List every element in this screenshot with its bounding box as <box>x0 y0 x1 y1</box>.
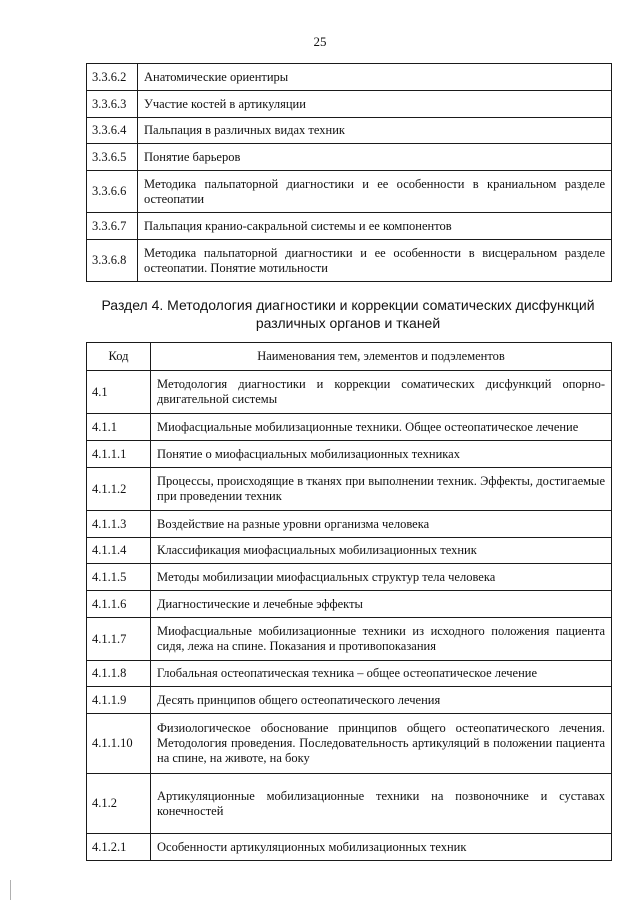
row-topic: Процессы, происходящие в тканях при выполнении техник. Эффекты, достигаемые при проведении техник <box>151 468 612 511</box>
table-row <box>87 714 612 774</box>
row-code: 4.1 <box>87 371 151 414</box>
row-code: 4.1.1.8 <box>87 661 151 687</box>
row-code: 4.1.1.3 <box>87 511 151 538</box>
table-row <box>87 414 612 441</box>
table-row <box>87 240 612 282</box>
row-code: 4.1.2.1 <box>87 834 151 861</box>
row-code: 4.1.1.9 <box>87 687 151 714</box>
row-topic: Физиологическое обоснование принципов общего остеопатического лечения. Методология проведения. Последовательность артикуляций в положении пациента на спине, на животе, на боку <box>151 714 612 774</box>
table-row <box>87 618 612 661</box>
row-topic: Участие костей в артикуляции <box>138 91 612 118</box>
table-row <box>87 511 612 538</box>
section-4-table-body <box>87 371 612 861</box>
row-topic: Понятие о миофасциальных мобилизационных техниках <box>151 441 612 468</box>
table-row <box>87 834 612 861</box>
table-row <box>87 144 612 171</box>
table-row <box>87 538 612 564</box>
row-topic: Миофасциальные мобилизационные техники из исходного положения пациента сидя, лежа на спине. Показания и противопоказания <box>151 618 612 661</box>
table-row <box>87 687 612 714</box>
table-row <box>87 564 612 591</box>
row-code: 3.3.6.7 <box>87 213 138 240</box>
row-topic: Пальпация в различных видах техник <box>138 118 612 144</box>
row-topic: Методика пальпаторной диагностики и ее особенности в висцеральном разделе остеопатии. Понятие мотильности <box>138 240 612 282</box>
row-code: 4.1.1.6 <box>87 591 151 618</box>
table-row <box>87 118 612 144</box>
section-4-topics-table <box>86 342 612 861</box>
table-row <box>87 171 612 213</box>
table-row <box>87 213 612 240</box>
row-code: 3.3.6.3 <box>87 91 138 118</box>
row-topic: Методы мобилизации миофасциальных структур тела человека <box>151 564 612 591</box>
row-topic: Десять принципов общего остеопатического лечения <box>151 687 612 714</box>
code-column-header: Код <box>87 343 151 371</box>
row-code: 4.1.2 <box>87 774 151 834</box>
row-topic: Артикуляционные мобилизационные техники на позвоночнике и суставах конечностей <box>151 774 612 834</box>
row-topic: Пальпация кранио-сакральной системы и ее компонентов <box>138 213 612 240</box>
row-code: 4.1.1.5 <box>87 564 151 591</box>
table-row <box>87 371 612 414</box>
table-row <box>87 468 612 511</box>
page-number: 25 <box>313 34 327 49</box>
table-row <box>87 774 612 834</box>
section-heading: Раздел 4. Методология диагностики и коррекции соматических дисфункций различных органов и тканей <box>101 297 595 331</box>
row-topic: Классификация миофасциальных мобилизационных техник <box>151 538 612 564</box>
table-row <box>87 591 612 618</box>
row-code: 3.3.6.5 <box>87 144 138 171</box>
table-row <box>87 64 612 91</box>
row-topic: Диагностические и лечебные эффекты <box>151 591 612 618</box>
topic-column-header: Наименования тем, элементов и подэлементов <box>151 343 612 371</box>
row-topic: Понятие барьеров <box>138 144 612 171</box>
row-code: 3.3.6.4 <box>87 118 138 144</box>
row-code: 3.3.6.2 <box>87 64 138 91</box>
row-topic: Миофасциальные мобилизационные техники. Общее остеопатическое лечение <box>151 414 612 441</box>
scan-edge-mark <box>10 880 11 900</box>
table-header <box>87 343 612 371</box>
row-topic: Методика пальпаторной диагностики и ее особенности в краниальном разделе остеопатии <box>138 171 612 213</box>
topics-table-body <box>87 64 612 282</box>
row-code: 4.1.1.7 <box>87 618 151 661</box>
row-topic: Методология диагностики и коррекции соматических дисфункций опорно-двигательной системы <box>151 371 612 414</box>
topics-table-continued <box>86 63 612 282</box>
row-code: 4.1.1.1 <box>87 441 151 468</box>
row-topic: Анатомические ориентиры <box>138 64 612 91</box>
row-topic: Глобальная остеопатическая техника – общее остеопатическое лечение <box>151 661 612 687</box>
row-code: 4.1.1.2 <box>87 468 151 511</box>
row-topic: Воздействие на разные уровни организма человека <box>151 511 612 538</box>
table-header-row <box>87 343 612 371</box>
table-row <box>87 661 612 687</box>
row-code: 3.3.6.6 <box>87 171 138 213</box>
row-code: 4.1.1 <box>87 414 151 441</box>
row-code: 3.3.6.8 <box>87 240 138 282</box>
table-row <box>87 441 612 468</box>
table-row <box>87 91 612 118</box>
row-topic: Особенности артикуляционных мобилизационных техник <box>151 834 612 861</box>
row-code: 4.1.1.4 <box>87 538 151 564</box>
row-code: 4.1.1.10 <box>87 714 151 774</box>
